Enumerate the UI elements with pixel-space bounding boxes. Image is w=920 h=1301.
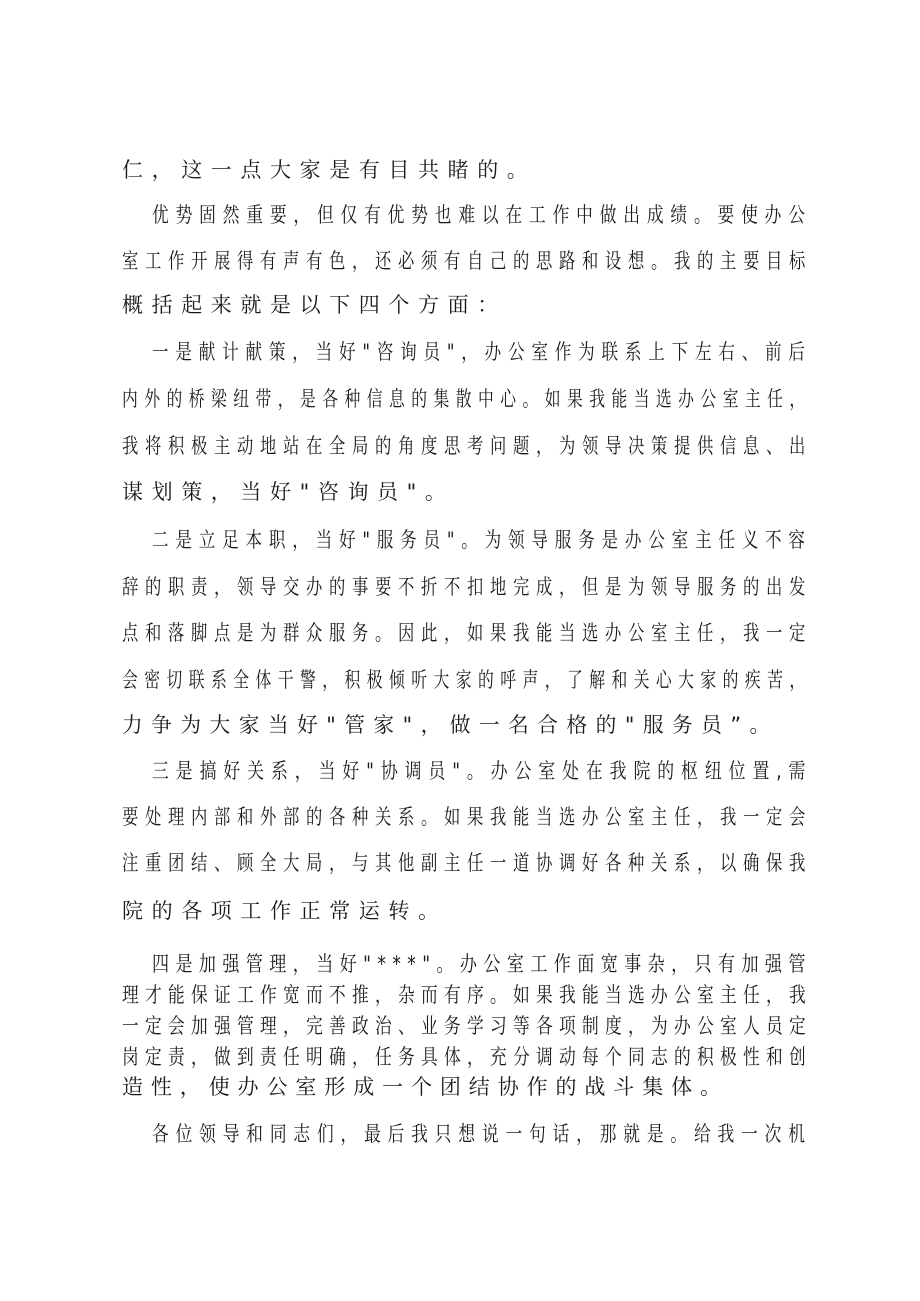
text-line: 室工作开展得有声有色，还必须有自己的思路和设想。我的主要目标 xyxy=(122,249,812,273)
text-line: 造性，使办公室形成一个团结协作的战斗集体。 xyxy=(122,1075,729,1099)
text-line: 辞的职责，领导交办的事要不折不扣地完成，但是为领导服务的出发 xyxy=(122,575,812,599)
text-line: 一是献计献策，当好"咨询员"，办公室作为联系上下左右、前后 xyxy=(152,340,812,364)
text-line: 点和落脚点是为群众服务。因此，如果我能当选办公室主任，我一定 xyxy=(122,621,812,645)
text-line: 内外的桥梁纽带，是各种信息的集散中心。如果我能当选办公室主任， xyxy=(122,387,812,411)
text-line: 会密切联系全体干警，积极倾听大家的呼声，了解和关心大家的疾苦， xyxy=(122,668,812,692)
text-line: 三是搞好关系，当好"协调员"。办公室处在我院的枢纽位置,需 xyxy=(152,759,813,783)
text-line: 谋划策，当好"咨询员"。 xyxy=(122,480,455,504)
text-line: 力争为大家当好"管家"，做一名合格的"服务员”。 xyxy=(122,713,779,737)
text-line: 二是立足本职，当好"服务员"。为领导服务是办公室主任义不容 xyxy=(152,528,812,552)
text-line: 各位领导和同志们，最后我只想说一句话，那就是。给我一次机 xyxy=(152,1122,812,1146)
text-line: 岗定责，做到责任明确，任务具体，充分调动每个同志的积极性和创 xyxy=(122,1045,812,1069)
text-line: 我将积极主动地站在全局的角度思考问题，为领导决策提供信息、出 xyxy=(122,434,812,458)
text-line: 注重团结、顾全大局，与其他副主任一道协调好各种关系，以确保我 xyxy=(122,851,812,875)
text-line: 院的各项工作正常运转。 xyxy=(122,899,448,923)
text-line: 四是加强管理，当好"***"。办公室工作面宽事杂，只有加强管 xyxy=(152,952,812,976)
text-line: 优势固然重要，但仅有优势也难以在工作中做出成绩。要使办公 xyxy=(152,203,812,227)
text-line: 要处理内部和外部的各种关系。如果我能当选办公室主任，我一定会 xyxy=(122,805,812,829)
text-line: 理才能保证工作宽而不推，杂而有序。如果我能当选办公室主任，我 xyxy=(122,983,812,1007)
text-line: 仁，这一点大家是有目共睹的。 xyxy=(122,158,537,182)
text-line: 概括起来就是以下四个方面： xyxy=(122,293,507,317)
text-line: 一定会加强管理，完善政治、业务学习等各项制度，为办公室人员定 xyxy=(122,1014,812,1038)
